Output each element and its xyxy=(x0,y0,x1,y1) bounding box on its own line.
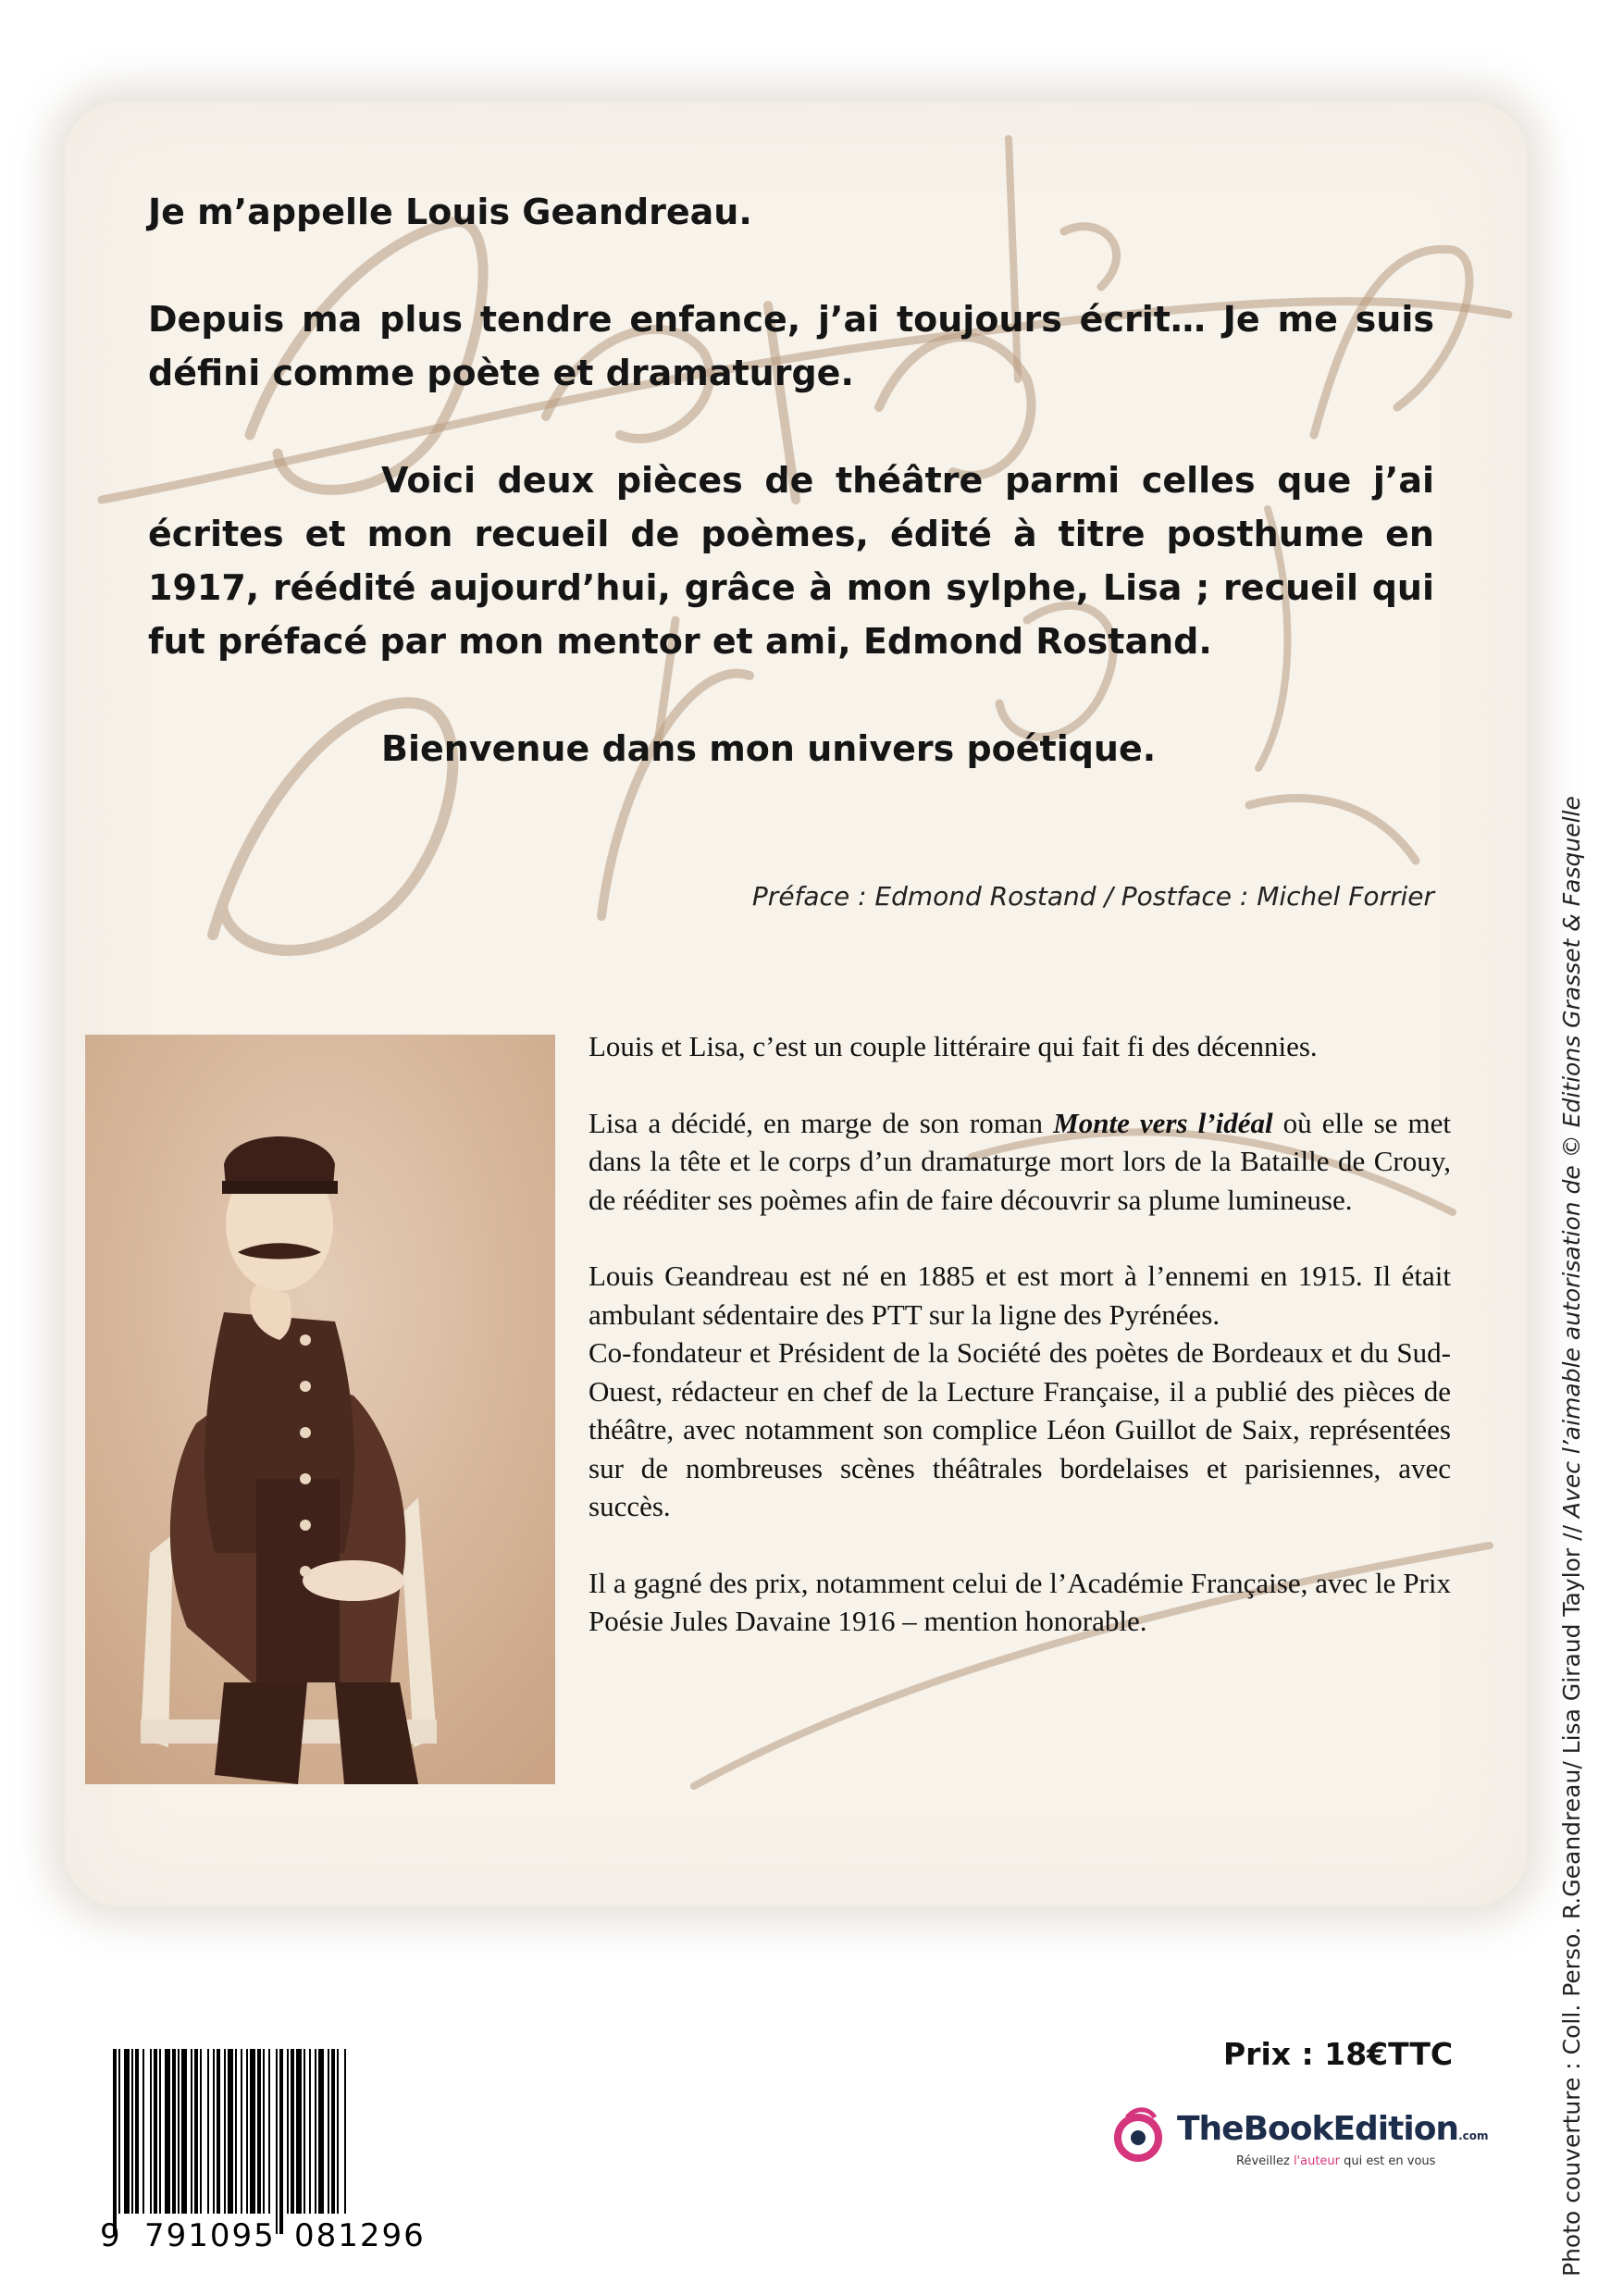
intro-line1: Je m’appelle Louis Geandreau. xyxy=(148,192,752,232)
publisher-tagline xyxy=(1236,2154,1435,2168)
tagline-accent: l'auteur xyxy=(1293,2154,1341,2168)
portrait-photo xyxy=(85,1035,555,1784)
publisher-suffix: .com xyxy=(1458,2129,1489,2142)
barcode-bar xyxy=(296,2049,302,2214)
intro-para2: Depuis ma plus tendre enfance, j’ai toujours écrit… Je me suis défini comme poète et dramaturge. xyxy=(148,299,1434,393)
intro-text xyxy=(148,185,1443,776)
barcode-bar xyxy=(235,2049,237,2214)
barcode-bar xyxy=(304,2049,305,2214)
barcode-bar xyxy=(309,2049,311,2214)
publisher-name-text: TheBookEdition xyxy=(1177,2110,1459,2148)
barcode-bar xyxy=(241,2049,242,2214)
barcode-bar xyxy=(142,2049,144,2214)
barcode-bar xyxy=(287,2049,289,2214)
bio-paragraph-3: Louis Geandreau est né en 1885 et est mort à l’ennemi en 1915. Il était ambulant sédentaire des PTT sur la ligne des Pyrénées. xyxy=(588,1260,1451,1331)
barcode-bar xyxy=(172,2049,176,2214)
barcode-bar xyxy=(207,2049,209,2214)
barcode-bar xyxy=(217,2049,220,2214)
barcode-bar xyxy=(257,2049,261,2214)
barcode-bar xyxy=(291,2049,294,2214)
photo-credit-vertical xyxy=(1558,583,1585,2277)
barcode-bar xyxy=(228,2049,233,2214)
barcode-bar xyxy=(224,2049,226,2214)
barcode-bar xyxy=(337,2049,339,2214)
barcode-bar xyxy=(118,2049,120,2214)
barcode-bar xyxy=(178,2049,180,2214)
isbn-group-2: 081296 xyxy=(294,2217,426,2254)
isbn-group-1: 791095 xyxy=(144,2217,276,2254)
bio-p2-after: où elle se met dans la tête et le corps d’un dramaturge mort lors de la Bataille de Crouy, de rééditer ses poèmes afin de faire découvrir sa plume lumineuse. xyxy=(588,1106,1451,1216)
barcode-bar xyxy=(135,2049,139,2214)
intro-para4: Bienvenue dans mon univers poétique. xyxy=(381,728,1157,769)
barcode-bar xyxy=(113,2049,117,2234)
barcode-bar xyxy=(328,2049,329,2214)
barcode-bar xyxy=(250,2049,255,2214)
bio-p2-before: Lisa a décidé, en marge de son roman xyxy=(588,1106,1054,1139)
tagline-before: Réveillez xyxy=(1236,2154,1294,2168)
barcode-bar xyxy=(194,2049,198,2214)
barcode-bar xyxy=(246,2049,248,2214)
barcode-bar xyxy=(213,2049,215,2214)
bio-paragraph-2 xyxy=(588,1104,1451,1220)
barcode-bar xyxy=(159,2049,161,2214)
barcode-bar xyxy=(181,2049,187,2214)
barcode-bar xyxy=(154,2049,157,2214)
intro-para3: Voici deux pièces de théâtre parmi celles que j’ai écrites et mon recueil de poèmes, édité à titre posthume en 1917, réédité aujourd’hui, grâce à mon sylphe, Lisa ; recueil qui fut préfacé par mon mentor et ami, Edmond Rostand. xyxy=(148,460,1434,662)
barcode-bar xyxy=(263,2049,265,2214)
barcode-bar xyxy=(165,2049,170,2214)
publisher-name xyxy=(1177,2110,1488,2148)
isbn-digit-first: 9 xyxy=(100,2217,122,2254)
tagline-after: qui est en vous xyxy=(1340,2154,1436,2168)
preface-credits: Préface : Edmond Rostand / Postface : Michel Forrier xyxy=(751,881,1434,912)
biography-text xyxy=(588,1027,1451,1679)
price-label: Prix : 18€TTC xyxy=(1223,2036,1454,2072)
novel-title: Monte vers l’idéal xyxy=(1053,1106,1273,1139)
barcode-bar xyxy=(150,2049,152,2214)
barcode-bar xyxy=(331,2049,335,2214)
bio-paragraph-4: Co-fondateur et Président de la Société des poètes de Bordeaux et du Sud-Ouest, rédacteur en chef de la Lecture Française, il a publié des pièces de théâtre, avec notamment son complice Léon Guillot de Saix, représentées sur de nombreuses scènes théâtrales bordelaises et parisiennes, avec succès. xyxy=(588,1336,1451,1522)
isbn-barcode xyxy=(100,2045,461,2240)
photo-credit-plain: Photo couverture : Coll. Perso. R.Geandreau/ Lisa Giraud Taylor // xyxy=(1558,1518,1585,2277)
photo-credit-italic: Avec l’aimable autorisation de © Editions Grasset & Fasquelle xyxy=(1558,796,1585,1519)
barcode-bar xyxy=(268,2049,270,2214)
barcode-bar xyxy=(191,2049,192,2214)
barcode-bar xyxy=(276,2049,278,2234)
barcode-bar xyxy=(318,2049,324,2214)
barcode-bar xyxy=(131,2049,133,2214)
bio-paragraph-5: Il a gagné des prix, notamment celui de l’Académie Française, avec le Prix Poésie Jules Davaine 1916 – mention honorable. xyxy=(588,1566,1451,1637)
barcode-bar xyxy=(200,2049,202,2214)
bio-paragraph-1: Louis et Lisa, c’est un couple littéraire qui fait fi des décennies. xyxy=(588,1030,1318,1062)
barcode-bar xyxy=(344,2049,346,2214)
barcode-bar xyxy=(124,2049,130,2214)
barcode-bar xyxy=(315,2049,316,2214)
barcode-bar xyxy=(279,2049,283,2234)
